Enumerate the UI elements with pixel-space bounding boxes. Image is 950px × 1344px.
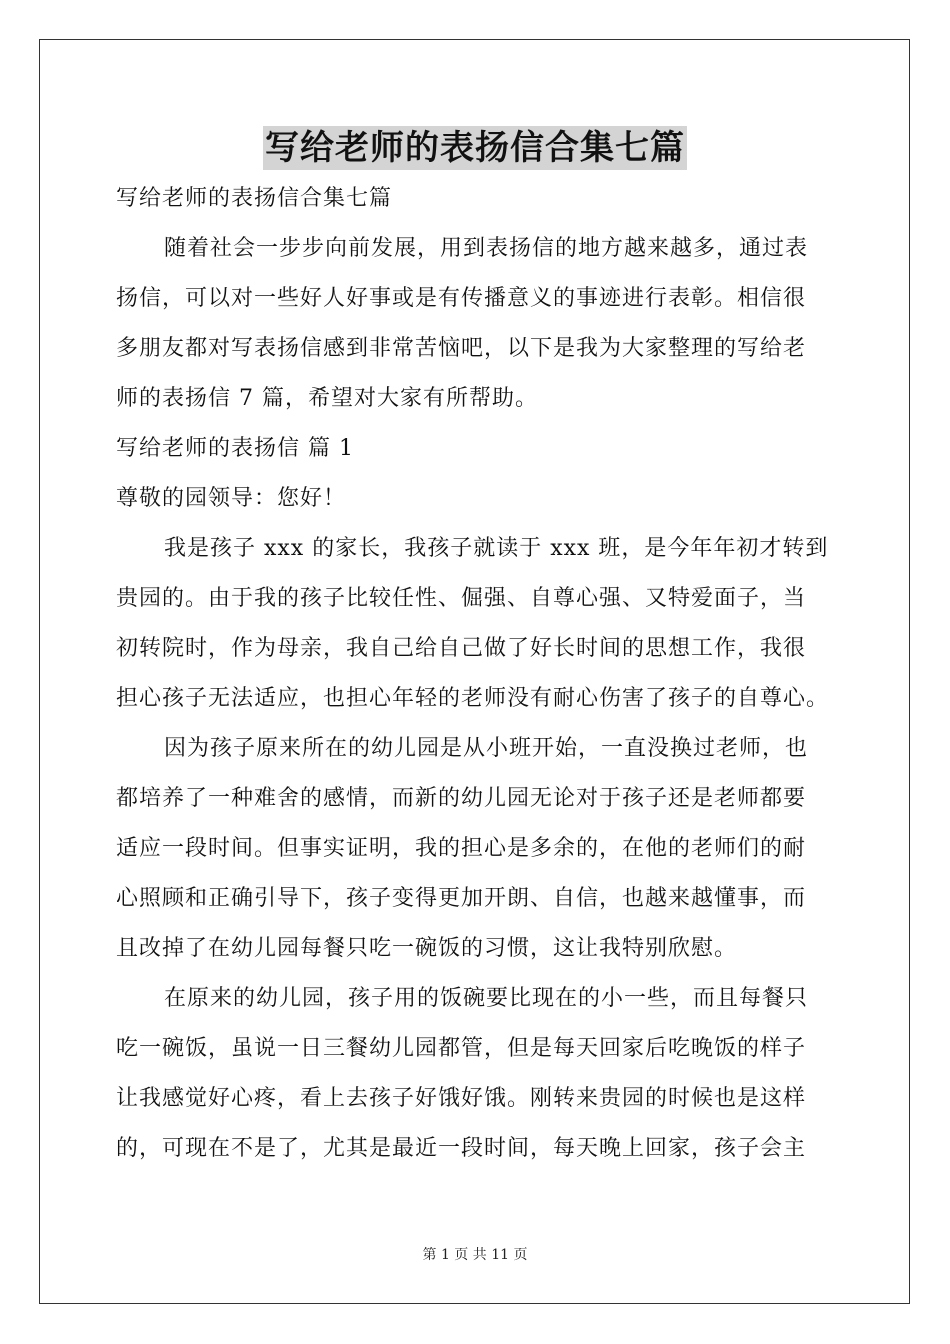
document-body <box>116 174 838 1174</box>
page-footer: 第 1 页 共 11 页 <box>422 1247 528 1263</box>
text-line: 因为孩子原来所在的幼儿园是从小班开始，一直没换过老师，也 <box>164 736 809 761</box>
text-line: 贵园的。由于我的孩子比较任性、倔强、自尊心强、又特爱面子，当 <box>116 586 807 611</box>
text-line: 吃一碗饭，虽说一日三餐幼儿园都管，但是每天回家后吃晚饭的样子 <box>116 1036 807 1061</box>
text-line: 扬信，可以对一些好人好事或是有传播意义的事迹进行表彰。相信很 <box>116 286 807 311</box>
text-line: 写给老师的表扬信 篇 1 <box>116 436 354 461</box>
text-line: 我是孩子 xxx 的家长，我孩子就读于 xxx 班，是今年年初才转到 <box>164 536 829 561</box>
text-line: 心照顾和正确引导下，孩子变得更加开朗、自信，也越来越懂事，而 <box>116 886 807 911</box>
text-line: 让我感觉好心疼，看上去孩子好饿好饿。刚转来贵园的时候也是这样 <box>116 1086 807 1111</box>
document-title: 写给老师的表扬信合集七篇 <box>265 128 685 168</box>
text-line: 师的表扬信 7 篇，希望对大家有所帮助。 <box>116 386 538 411</box>
title-wrap <box>0 126 950 170</box>
text-line: 的，可现在不是了，尤其是最近一段时间，每天晚上回家，孩子会主 <box>116 1136 807 1161</box>
text-line: 多朋友都对写表扬信感到非常苦恼吧，以下是我为大家整理的写给老 <box>116 336 807 361</box>
text-line: 初转院时，作为母亲，我自己给自己做了好长时间的思想工作，我很 <box>116 636 807 661</box>
text-line: 写给老师的表扬信合集七篇 <box>116 186 393 211</box>
text-line: 尊敬的园领导：您好！ <box>116 486 347 511</box>
text-line: 且改掉了在幼儿园每餐只吃一碗饭的习惯，这让我特别欣慰。 <box>116 936 738 961</box>
text-line: 随着社会一步步向前发展，用到表扬信的地方越来越多，通过表 <box>164 236 809 261</box>
text-line: 担心孩子无法适应，也担心年轻的老师没有耐心伤害了孩子的自尊心。 <box>116 686 830 711</box>
text-line: 都培养了一种难舍的感情，而新的幼儿园无论对于孩子还是老师都要 <box>116 786 807 811</box>
text-line: 适应一段时间。但事实证明，我的担心是多余的，在他的老师们的耐 <box>116 836 807 861</box>
text-line: 在原来的幼儿园，孩子用的饭碗要比现在的小一些，而且每餐只 <box>164 986 809 1011</box>
